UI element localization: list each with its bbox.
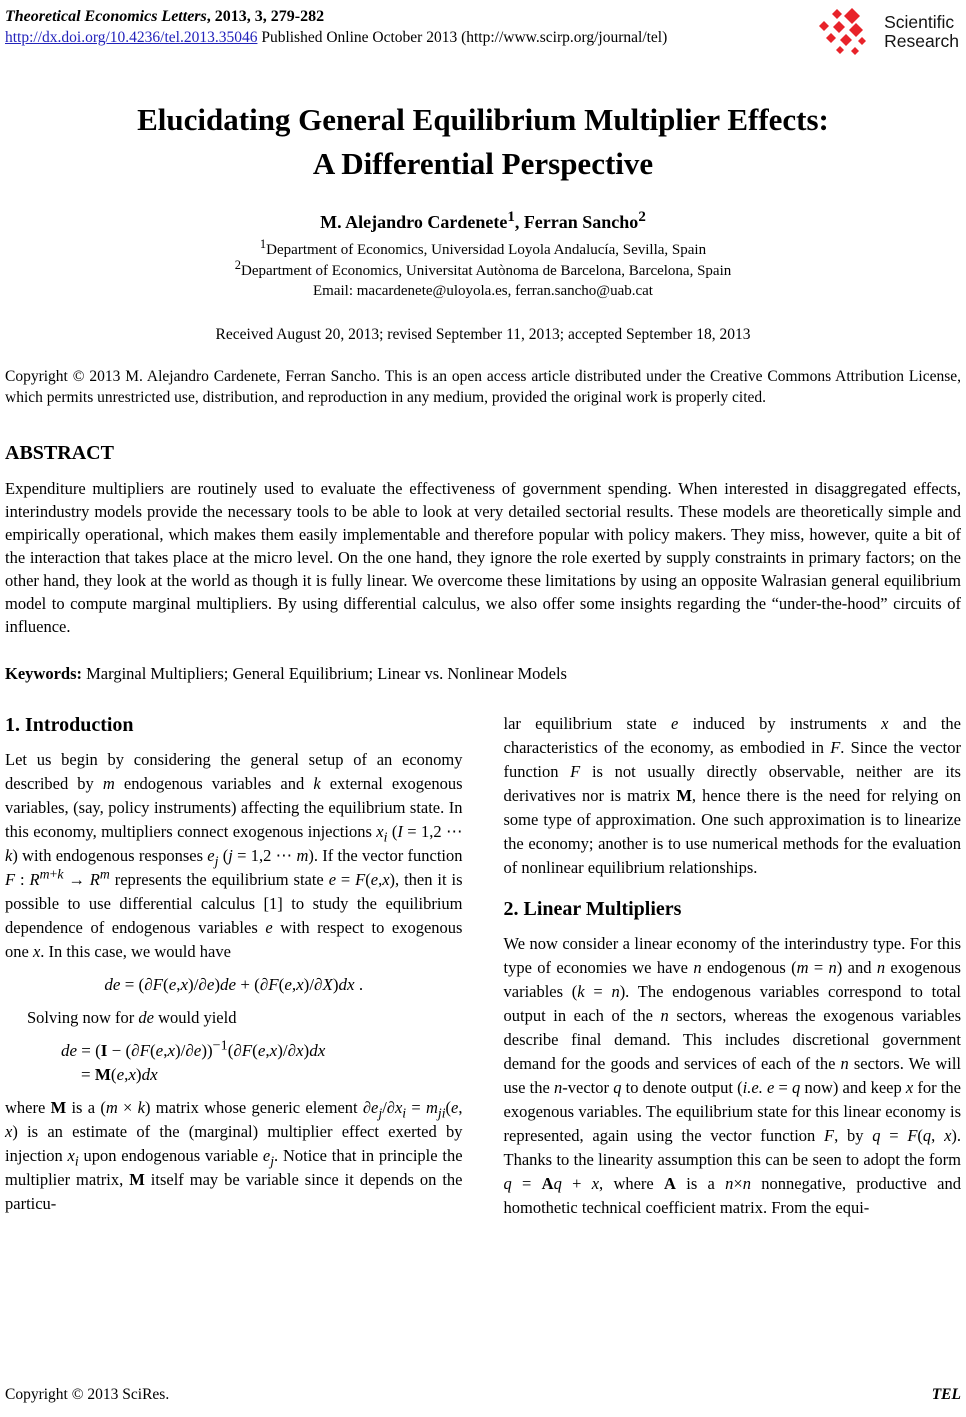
section-heading-introduction: 1. Introduction [5, 713, 134, 736]
journal-citation-line [5, 6, 667, 27]
publisher-name [884, 13, 959, 51]
right-column-paragraph-1: lar equilibrium state e induced by instruments x and the characteristics of the economy, as embodied in F. Since the vector function F is not usually directly observable, neither are its derivatives nor is matrix M, hence there is the need for relying on some type of approximation. One such approximation is to linearize the economy; another is to use numerical methods for the evaluation of nonlinear equilibrium relationships. [503, 713, 962, 877]
page-footer [5, 1386, 961, 1404]
footer-journal-abbreviation: TEL [931, 1386, 961, 1403]
footer-copyright: Copyright © 2013 SciRes. [5, 1386, 170, 1403]
section-heading-linear-multipliers: 2. Linear Multipliers [503, 897, 682, 920]
received-dates: Received August 20, 2013; revised September 11, 2013; accepted September 18, 2013 [215, 325, 751, 343]
abstract-text: Expenditure multipliers are routinely used to evaluate the effectiveness of government spending. When interested in disaggregated effects, interindustry models provide the necessary tools to be able to look at very detailed sectorial results. These models are theoretically simple and empirically operational, which makes them easily implementable and therefore popular with policy makers. They miss, however, quite a bit of the interaction that takes place at the micro level. On the one hand, they ignore the role exerted by supply constraints in primary factors; on the other hand, they look at the world as though it is fully linear. We overcome these limitations by using an opposite Walrasian general equilibrium model to compute marginal multipliers. By using differential calculus, we also offer some insights regarding the “under-the-hood” circuits of influence. [5, 478, 961, 636]
published-online-note: Published Online October 2013 (http://www.scirp.org/journal/tel) [257, 29, 668, 46]
journal-issue: , 2013, 3, 279-282 [206, 8, 325, 25]
equation-2-line2: = M(e,x)dx [81, 1064, 158, 1084]
publisher-name-line1: Scientific [884, 12, 955, 32]
abstract-heading: ABSTRACT [5, 441, 114, 464]
affiliation-1: $^1$Department of Economics, Universidad Loyola Andalucía, Sevilla, Spain [259, 237, 707, 258]
publisher-name-line2: Research [884, 31, 959, 51]
intro-paragraph-2: where M is a (m × k) matrix whose generic element $\partial e_j/\partial x_i = m_{ji}(e$, x) is an estimate of the (marginal) multiplier effect exerted by injection $x_i$ upon endogenous variable $e_j$. Notice that in principle the multiplier matrix, M itself may be variable since it depends on the particu- [5, 1097, 463, 1213]
linear-multipliers-paragraph-1: We now consider a linear economy of the interindustry type. For this type of economies we have n endogenous (m = n) and n exogenous variables (k = n). The endogenous variables correspond to total output in each of the n sectors, whereas the exogenous variables describe final demand. This includes discretional government demand for the goods and services of each of the n sectors. We will use the n-vector q to denote output (i.e. e = q now) and keep x for the exogenous variables. The equilibrium state for this linear economy is represented, again using the vector function F, by q = F(q, x). Thanks to the linearity assumption this can be seen to adopt the form q = Aq + x, where A is a n×n nonnegative, productive and homothetic technical coefficient matrix. From the equi- [503, 933, 962, 1217]
page-header [5, 6, 961, 58]
paper-title [5, 98, 961, 186]
keywords-line [5, 664, 961, 684]
copyright-notice: Copyright © 2013 M. Alejandro Cardenete, Ferran Sancho. This is an open access article distributed under the Creative Commons Attribution License, which permits unrestricted use, distribution, and reproduction in any medium, provided the original work is properly cited. [5, 367, 961, 406]
journal-info [5, 6, 667, 48]
doi-link[interactable]: http://dx.doi.org/10.4236/tel.2013.35046 [5, 29, 258, 46]
journal-title: Theoretical Economics Letters [5, 8, 207, 25]
authors: M. Alejandro Cardenete$^1$, Ferran Sancho$^2$ [320, 209, 646, 232]
equation-2 [5, 1036, 463, 1087]
equation-1: de = (∂F(e,x)/∂e)de + (∂F(e,x)/∂X)dx . [104, 974, 364, 994]
scientific-research-diamonds-icon [815, 6, 879, 58]
paper-title-line1: Elucidating General Equilibrium Multiplier Effects: [137, 102, 829, 137]
publisher-logo [815, 6, 961, 58]
right-column [504, 712, 962, 1220]
two-column-body [5, 712, 961, 1220]
email-line: Email: macardenete@uloyola.es, ferran.sancho@uab.cat [313, 283, 653, 299]
affiliations [5, 237, 961, 302]
paper-title-line2: A Differential Perspective [312, 146, 654, 181]
equation-2-line1: de = $(I - (\partial F(e,x)/\partial e))^{-1}(\partial F(e,x)/\partial x)dx$ [61, 1036, 326, 1060]
keywords-label: Keywords: [5, 663, 82, 683]
keywords-text: Marginal Multipliers; General Equilibrium; Linear vs. Nonlinear Models [82, 663, 567, 683]
left-column [5, 712, 463, 1220]
affiliation-2: $^2$Department of Economics, Universitat Autònoma de Barcelona, Barcelona, Spain [234, 257, 732, 279]
solving-line: Solving now for de would yield [27, 1007, 237, 1027]
doi-line [5, 27, 667, 48]
intro-paragraph-1: Let us begin by considering the general setup of an economy described by m endogenous variables and k external exogenous variables, (say, policy instruments) affecting the equilibrium state. In this economy, multipliers connect exogenous injections $x_i$ (I = 1,2 ⋯ k) with endogenous responses $e_j$ (j = 1,2 ⋯ m). If the vector function F : $R^{m+k} \to R^m$ represents the equilibrium state e = F(e,x), then it is possible to use differential calculus [1] to study the equilibrium dependence of endogenous variables e with respect to exogenous one x. In this case, we would have [5, 749, 463, 961]
